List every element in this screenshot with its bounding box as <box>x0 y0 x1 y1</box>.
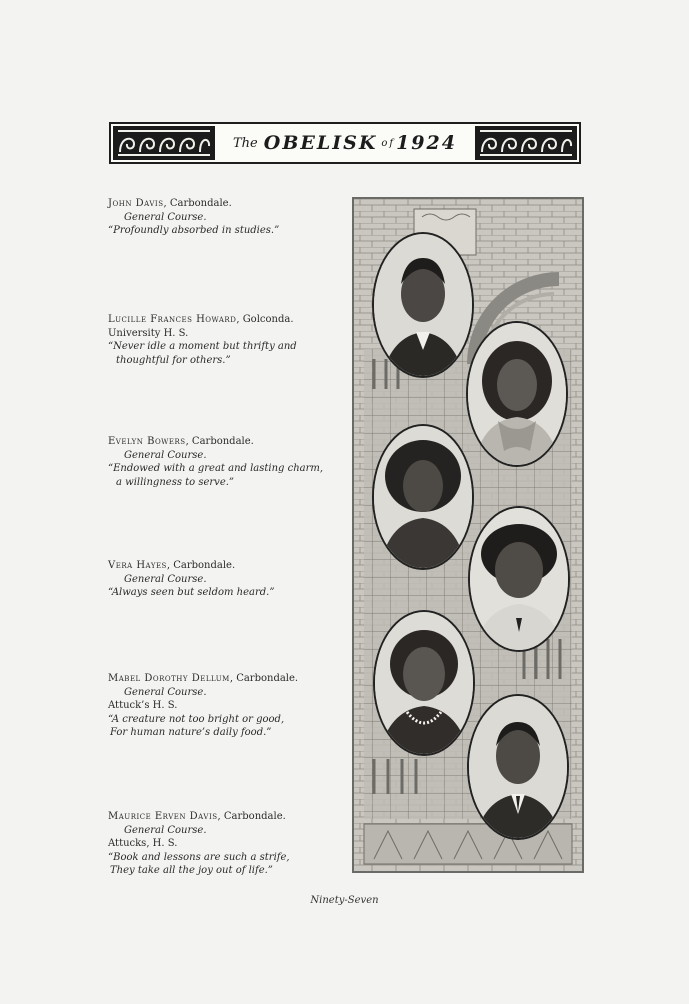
student-town: Carbondale. <box>191 436 254 447</box>
student-town: Golconda. <box>242 314 294 325</box>
student-entry <box>108 313 332 367</box>
student-entry <box>108 810 332 878</box>
portrait-photo <box>467 694 569 840</box>
student-name-line: Maurice Erven Davis, Carbondale. <box>108 811 286 822</box>
student-entry <box>108 435 332 489</box>
student-town: Carbondale. <box>223 811 286 822</box>
student-name: Mabel Dorothy Dellum <box>108 673 230 684</box>
page-number: Ninety-Seven <box>310 895 379 906</box>
student-entry <box>108 559 332 600</box>
student-quote <box>108 713 332 740</box>
quote-line: thoughtful for others.” <box>116 354 231 366</box>
student-name-line: Lucille Frances Howard, Golconda. <box>108 314 294 325</box>
banner-of: of <box>381 137 396 149</box>
student-name-line: John Davis, Carbondale. <box>108 198 232 209</box>
student-course: General Course. <box>124 211 207 223</box>
student-quote: “Profoundly absorbed in studies.” <box>108 225 280 236</box>
portrait-photo <box>466 321 568 467</box>
quote-line: “Never idle a moment but thrifty and <box>108 341 297 352</box>
student-entry <box>108 197 332 238</box>
quote-line: “A creature not too bright or good, <box>108 713 285 725</box>
quote-line: For human nature’s daily food.” <box>110 727 272 738</box>
student-quote: “Always seen but seldom heard.” <box>108 587 275 598</box>
student-course: General Course. <box>124 573 207 585</box>
student-entry <box>108 672 332 740</box>
student-quote <box>108 851 332 878</box>
student-name-line: Mabel Dorothy Dellum, Carbondale. <box>108 673 299 684</box>
student-school: University H. S. <box>108 327 189 339</box>
banner-the: The <box>233 135 258 151</box>
student-course: General Course. <box>124 824 207 836</box>
student-name: John Davis <box>108 198 164 209</box>
scroll-ornament-left <box>113 126 215 160</box>
quote-line: “Book and lessons are such a strife, <box>108 851 290 863</box>
quote-line: They take all the joy out of life.” <box>110 865 273 876</box>
student-school: Attuck’s H. S. <box>108 700 178 711</box>
student-name: Maurice Erven Davis <box>108 811 218 822</box>
student-course: General Course. <box>124 686 207 698</box>
portrait-photo <box>372 232 474 378</box>
portrait-panel <box>352 197 584 873</box>
student-town: Carbondale. <box>173 560 236 571</box>
student-name: Evelyn Bowers <box>108 436 186 447</box>
student-name: Vera Hayes <box>108 560 167 571</box>
scroll-ornament-right <box>475 126 577 160</box>
banner-obelisk: OBELISK <box>263 132 378 154</box>
banner-title <box>217 124 473 162</box>
student-course: General Course. <box>124 449 207 461</box>
portrait-photo <box>372 424 474 570</box>
quote-line: “Endowed with a great and lasting charm, <box>108 463 324 474</box>
student-quote <box>108 340 332 367</box>
student-name: Lucille Frances Howard <box>108 314 237 325</box>
student-school: Attucks, H. S. <box>108 838 178 849</box>
banner-year: 1924 <box>396 132 457 154</box>
student-name-line: Vera Hayes, Carbondale. <box>108 560 236 571</box>
student-town: Carbondale. <box>169 198 232 209</box>
portrait-photo <box>468 506 570 652</box>
portrait-photo <box>373 610 475 756</box>
yearbook-banner <box>109 122 581 164</box>
student-name-line: Evelyn Bowers, Carbondale. <box>108 436 254 447</box>
quote-line: a willingness to serve.” <box>116 476 235 488</box>
student-town: Carbondale. <box>236 673 299 684</box>
student-quote <box>108 462 332 489</box>
